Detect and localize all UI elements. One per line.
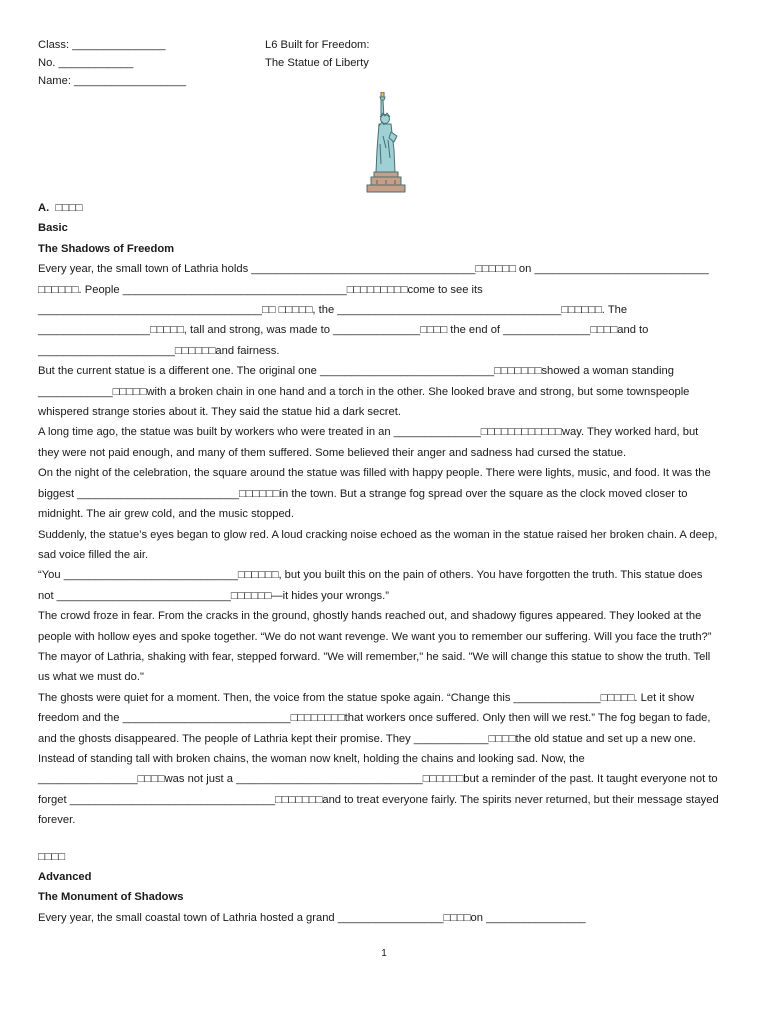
section-a-paragraph-5: Suddenly, the statue’s eyes began to glow red. A loud cracking noise echoed as the woman in the statue raised her broken chain. A deep, sad voice filled the air.	[38, 528, 718, 561]
section-a-paragraph-2: But the current statue is a different one. The original one ____________________________□□□□□□□showed a woman standing ____________□□□□□with a broken chain in one hand and a torch in the other. She looked brave and strong, but some townspeople whispered strange stories about it. They said the statue hid a dark secret.	[38, 365, 690, 419]
page-number: 1	[381, 948, 387, 959]
section-a-paragraph-8: The mayor of Lathria, shaking with fear, stepped forward. "We will remember," he said. "We will change this statue to show the truth. Tell us what we must do."	[38, 650, 711, 684]
number-field: No. ____________	[38, 57, 134, 69]
section-a-paragraph-9: The ghosts were quiet for a moment. Then, the voice from the statue spoke again. “Change this ______________□□□□□. Let it show freedom and the ___________________________□□□□□□□□that workers once suffered. Only then will we rest.” The fog began to fade, and the ghosts disappeared. The people of Lathria kept their promise. They ____________□□□□the old statue and set up a new one. Instead of standing tall with broken chains, the woman now knelt, holding the chains and looking sad. Now, the ________________□□□□was not just a ______________________________□□□□□□but a reminder of the past. It taught everyone not to forget _________________________________□□□□□□□and to treat everyone fairly. The spirits never returned, but their message stayed forever.	[38, 691, 719, 827]
worksheet-page	[38, 36, 719, 924]
section-a-level: Basic	[38, 222, 68, 235]
section-spacer	[38, 831, 720, 847]
section-a-paragraph-1: Every year, the small town of Lathria holds ____________________________________□□□□□□ on ____________________________ □□□□□□. People ____________________________________□□□□□□□□□come to see its ____________________________________□□ □□□□□, the ____________________________________□□□□□□. The __________________□□□□□, tall and strong, was made to ______________□□□□ the end of ______________□□□□and to ______________________□□□□□□and fairness.	[38, 263, 709, 357]
section-a-paragraph-7: The crowd froze in fear. From the cracks in the ground, ghostly hands reached out, and shadowy figures appeared. They looked at the people with hollow eyes and spoke together. “We do not want revenge. We want you to remember our suffering. Will you face the truth?”	[38, 610, 712, 643]
worksheet-body	[38, 198, 720, 928]
student-info	[38, 36, 186, 90]
section-b-level: Advanced	[38, 871, 92, 883]
statue-of-liberty-icon	[361, 92, 411, 196]
section-b-paragraph-1: Every year, the small coastal town of Lathria hosted a grand _________________□□□□on ________________	[38, 911, 586, 924]
section-a-paragraph-4: On the night of the celebration, the square around the statue was filled with happy people. There were lights, music, and food. It was the biggest __________________________□□□□□□in the town. But a strange fog spread over the square as the clock moved closer to midnight. The air grew cold, and the music stopped.	[38, 467, 711, 521]
section-a-paragraph-6: “You ____________________________□□□□□□, but you built this on the pain of others. You have forgotten the truth. This statue does not ____________________________□□□□□□—it hides your wrongs.”	[38, 569, 703, 602]
worksheet-header	[38, 36, 718, 96]
lesson-title	[265, 36, 369, 72]
section-a-paragraph-3: A long time ago, the statue was built by workers who were treated in an ______________□□□□□□□□□□□□way. They worked hard, but they were not paid enough, and many of them suffered. Some believed their anger and sadness had cursed the statue.	[38, 426, 699, 459]
section-b-heading: □□□□	[38, 850, 66, 863]
class-field: Class: _______________	[38, 39, 166, 51]
section-b-title: The Monument of Shadows	[38, 891, 184, 904]
section-a-heading: A. □□□□	[38, 202, 83, 214]
lesson-subtitle: The Statue of Liberty	[265, 57, 369, 69]
section-a-title: The Shadows of Freedom	[38, 242, 175, 255]
lesson-label: L6 Built for Freedom:	[265, 39, 370, 51]
name-field: Name: __________________	[38, 75, 187, 87]
